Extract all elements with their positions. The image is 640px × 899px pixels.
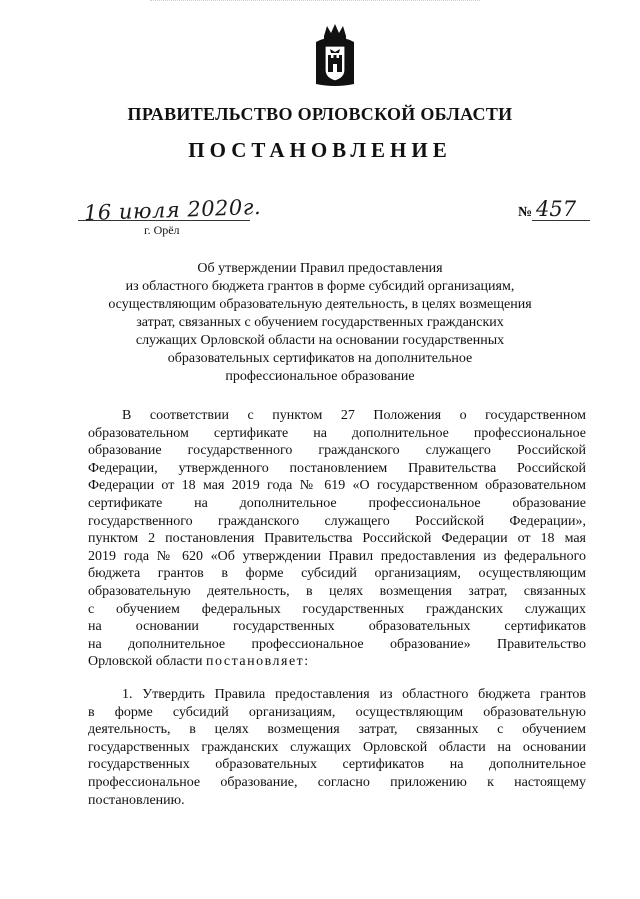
- paragraph-line: деятельность, в целях возмещения затрат, связанных с обучением: [88, 722, 586, 738]
- paragraph-line: 1. Утвердить Правила предоставления из областного бюджета грантов: [122, 687, 586, 702]
- city-label: г. Орёл: [144, 223, 180, 237]
- scan-artifact: [150, 0, 480, 4]
- paragraph-line: государственного гражданского служащего Российской Федерации»,: [88, 513, 586, 529]
- date-underline: [78, 220, 250, 221]
- paragraph-line: в форме субсидий организациям, осуществляющим образовательную: [88, 704, 586, 720]
- paragraph-line: пунктом 2 постановления Правительства Российской Федерации от 18 мая: [88, 531, 586, 547]
- paragraph-line: бюджета грантов в форме субсидий организациям, осуществляющим: [88, 566, 586, 582]
- subject-line: осуществляющим образовательную деятельность, в целях возмещения: [108, 297, 532, 312]
- document-type-title: ПОСТАНОВЛЕНИЕ: [188, 138, 452, 162]
- subject-line: затрат, связанных с обучением государственных гражданских: [136, 315, 504, 330]
- paragraph-line: государственных гражданских служащих Орловской области на основании: [88, 739, 586, 755]
- document-subject: [0, 260, 640, 386]
- paragraph-line: профессиональное образование, согласно приложению к настоящему: [88, 774, 586, 790]
- paragraph-line: образовательную деятельность, в целях возмещения затрат, связанных: [88, 583, 586, 599]
- resolution-verb: постановляет:: [206, 654, 310, 670]
- paragraph-line: Федерации, утвержденного постановлением Правительства Российской: [88, 460, 586, 476]
- paragraph-line: с обучением федеральных государственных гражданских служащих: [88, 601, 586, 617]
- paragraph-last-line: постановлению.: [88, 792, 185, 808]
- paragraph-line: на основании государственных образовательных сертификатов: [88, 619, 586, 635]
- paragraph-line: образование государственного гражданского служащего Российской: [88, 443, 586, 459]
- paragraph-line: 2019 года № 620 «Об утверждении Правил предоставления из федерального: [88, 548, 586, 564]
- subject-line: Об утверждении Правил предоставления: [197, 261, 443, 276]
- paragraph-line: на дополнительное профессиональное образование» Правительство: [88, 636, 586, 652]
- number-label: №: [518, 205, 533, 220]
- handwritten-date: 16 июля 2020г.: [83, 194, 262, 226]
- subject-line: профессиональное образование: [225, 369, 415, 384]
- paragraph-line: Федерации от 18 мая 2019 года № 619 «О государственном образовательном: [88, 478, 586, 494]
- subject-line: из областного бюджета грантов в форме субсидий организациям,: [125, 279, 515, 294]
- paragraph-line: государственных образовательных сертификатов на дополнительное: [88, 757, 586, 773]
- subject-line: образовательных сертификатов на дополнительное: [167, 351, 473, 366]
- paragraph-line: сертификате на дополнительное профессиональное образование: [88, 495, 586, 511]
- paragraph-line: образовательном сертификате на дополнительное профессиональное: [88, 425, 586, 441]
- handwritten-number: 457: [536, 197, 577, 221]
- paragraph-line-text: Орловской области: [88, 654, 207, 670]
- government-title: ПРАВИТЕЛЬСТВО ОРЛОВСКОЙ ОБЛАСТИ: [127, 104, 513, 124]
- preamble-paragraph: [88, 407, 586, 671]
- paragraph-last-line: [88, 653, 586, 671]
- paragraph-line: В соответствии с пунктом 27 Положения о государственном: [122, 408, 586, 423]
- subject-line: служащих Орловской области на основании государственных: [135, 333, 505, 348]
- number-underline: [532, 220, 590, 221]
- point-1-paragraph: [88, 686, 586, 809]
- coat-of-arms-icon: [312, 22, 358, 88]
